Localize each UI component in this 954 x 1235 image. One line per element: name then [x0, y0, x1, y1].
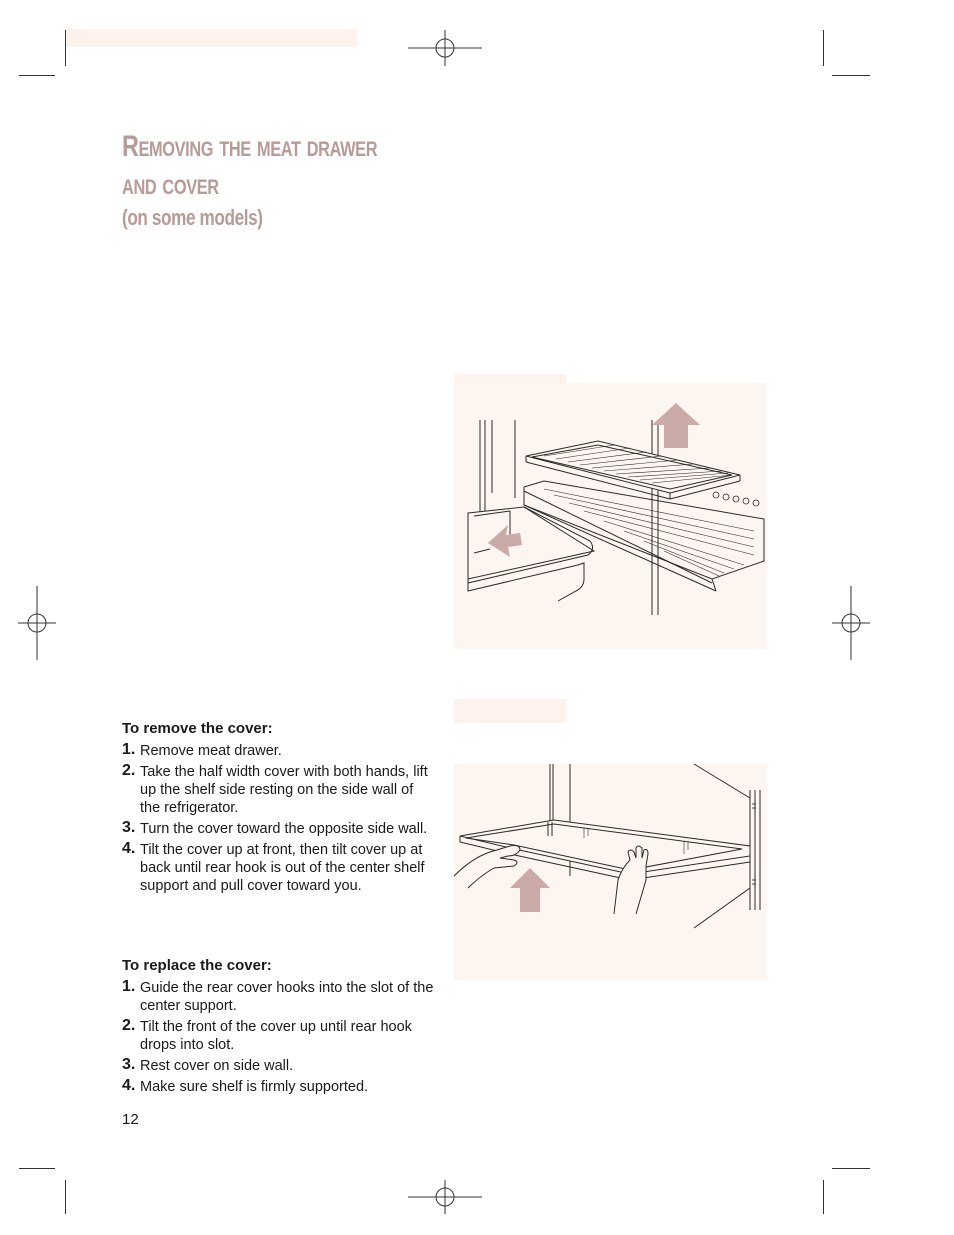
remove-cover-heading: To remove the cover:	[122, 720, 273, 737]
lift-cover-arrow-icon	[510, 868, 550, 912]
list-item	[122, 1078, 434, 1096]
registration-mark-top	[408, 30, 482, 66]
figure-1-panel	[454, 383, 767, 649]
step-number: 4.	[122, 840, 136, 857]
figure-2-tab	[454, 699, 566, 723]
step-number: 2.	[122, 1017, 136, 1034]
step-text: Rest cover on side wall.	[140, 1058, 294, 1074]
header-tint-bar	[66, 29, 357, 47]
step-number: 3.	[122, 819, 136, 836]
figure-2-panel	[454, 764, 767, 980]
registration-mark-bottom	[408, 1180, 482, 1214]
meat-drawer-removal-illustration	[454, 383, 767, 649]
registration-mark-left	[18, 586, 56, 660]
page-title	[122, 128, 450, 232]
list-item	[122, 979, 434, 1015]
replace-cover-steps	[122, 979, 434, 1099]
step-number: 3.	[122, 1056, 136, 1073]
list-item	[122, 820, 434, 838]
step-text: Tilt the front of the cover up until rear hook drops into slot.	[140, 1019, 412, 1053]
list-item	[122, 1018, 434, 1054]
remove-cover-steps	[122, 742, 434, 898]
step-text: Guide the rear cover hooks into the slot of the center support.	[140, 980, 434, 1014]
title-line-2: and cover	[122, 168, 219, 201]
step-number: 1.	[122, 741, 136, 758]
step-text: Remove meat drawer.	[140, 743, 282, 759]
cover-lift-illustration	[454, 764, 767, 980]
title-subtitle: (on some models)	[122, 205, 263, 230]
list-item	[122, 841, 434, 895]
step-number: 1.	[122, 978, 136, 995]
list-item	[122, 763, 434, 817]
title-line-1: Removing the meat drawer	[122, 130, 378, 163]
registration-mark-right	[832, 586, 870, 660]
page-number: 12	[122, 1111, 139, 1128]
step-text: Tilt the cover up at front, then tilt cover up at back until rear hook is out of the center shelf support and pull cover toward you.	[140, 842, 425, 894]
replace-cover-heading: To replace the cover:	[122, 957, 272, 974]
step-text: Turn the cover toward the opposite side wall.	[140, 821, 428, 837]
step-text: Make sure shelf is firmly supported.	[140, 1079, 369, 1095]
step-text: Take the half width cover with both hands, lift up the shelf side resting on the side wall of the refrigerator.	[140, 764, 428, 816]
step-number: 2.	[122, 762, 136, 779]
list-item	[122, 742, 434, 760]
lift-up-arrow-icon	[652, 403, 700, 448]
list-item	[122, 1057, 434, 1075]
step-number: 4.	[122, 1077, 136, 1094]
